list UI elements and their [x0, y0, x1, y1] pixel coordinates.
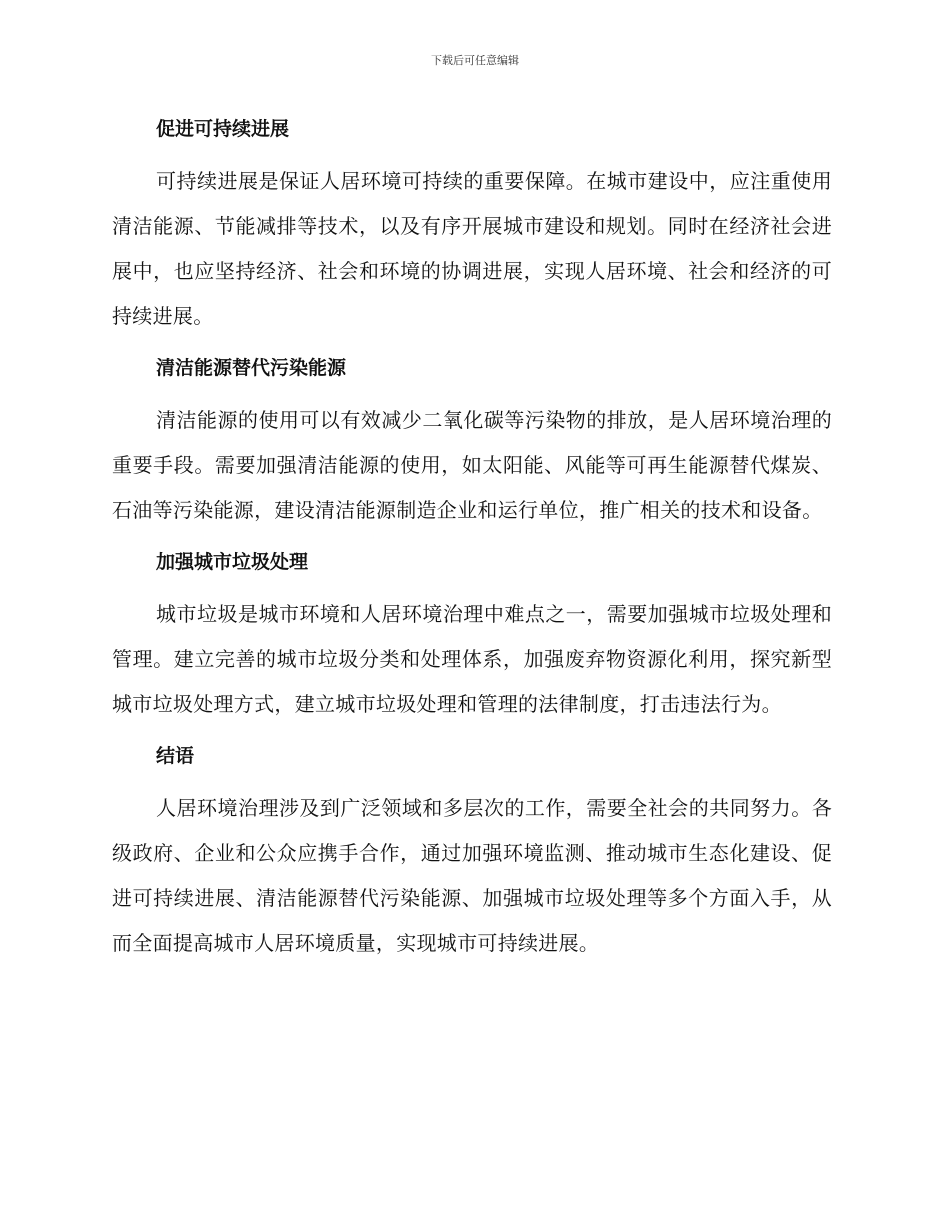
section-sustainable-development	[112, 109, 832, 339]
section-heading: 加强城市垃圾处理	[156, 551, 309, 573]
section-paragraph: 人居环境治理涉及到广泛领域和多层次的工作，需要全社会的共同努力。各级政府、企业和公众应携手合作，通过加强环境监测、推动城市生态化建设、促进可持续进展、清洁能源替代污染能源、加强城市垃圾处理等多个方面入手，从而全面提高城市人居环境质量，实现城市可持续进展。	[112, 796, 832, 955]
section-clean-energy	[112, 348, 832, 533]
section-heading: 清洁能源替代污染能源	[156, 357, 347, 379]
section-paragraph: 城市垃圾是城市环境和人居环境治理中难点之一，需要加强城市垃圾处理和管理。建立完善的城市垃圾分类和处理体系，加强废弃物资源化利用，探究新型城市垃圾处理方式，建立城市垃圾处理和管理的法律制度，打击违法行为。	[112, 602, 832, 716]
page-header-note: 下载后可任意编辑	[431, 54, 519, 67]
document-body	[112, 109, 832, 975]
section-conclusion	[112, 736, 832, 966]
section-heading: 结语	[156, 745, 195, 767]
section-waste-treatment	[112, 542, 832, 727]
section-heading: 促进可持续进展	[156, 118, 290, 140]
section-paragraph: 可持续进展是保证人居环境可持续的重要保障。在城市建设中，应注重使用清洁能源、节能减排等技术，以及有序开展城市建设和规划。同时在经济社会进展中，也应坚持经济、社会和环境的协调进展，实现人居环境、社会和经济的可持续进展。	[112, 169, 832, 328]
section-paragraph: 清洁能源的使用可以有效减少二氧化碳等污染物的排放，是人居环境治理的重要手段。需要加强清洁能源的使用，如太阳能、风能等可再生能源替代煤炭、石油等污染能源，建设清洁能源制造企业和运行单位，推广相关的技术和设备。	[112, 408, 832, 522]
